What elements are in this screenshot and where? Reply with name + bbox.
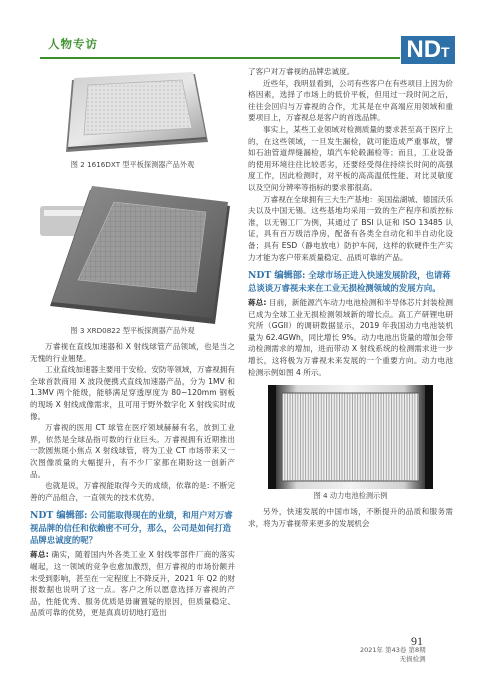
left-paragraph: 万睿视在直线加速器和 X 射线球管产品领域，也是当之无愧的行业翘楚。 (30, 342, 235, 363)
figure-2-caption: 图 2 1616DXT 型平板探测器产品外观 (70, 160, 195, 169)
editor-question-text: 全球市场正进入快速发展阶段，也请蒋总谈谈万睿视未来在工业无损检测领域的发展方向。 (248, 270, 451, 294)
header-rule (40, 57, 400, 59)
editor-lead: NDT 编辑部: (248, 270, 306, 282)
right-paragraph: 另外，快速发展的中国市场，不断提升的品质和服务需求，将为万睿视带来更多的发展机会 (248, 507, 453, 528)
figure-2 (30, 68, 235, 160)
left-paragraph: 万睿视的医用 CT 球管在医疗领域赫赫有名，放到工业界，依然是全球品指可数的行业巨头。万睿视拥有近期推出一款圆焦斑小焦点 X 射线球管，将为工业 CT 市场带来又一次图像质量的大幅提升，有不少厂家都在期盼这一创新产品。 (30, 423, 235, 479)
answer-text: 确实，随着国内外各类工业 X 射线零部件厂商的落实崛起，这一领域的竞争也愈加激烈，但万睿视的市场份额并未受到影响，甚至在一定程度上不降反升，2021 年 Q2 的财报数据也说明了这一点。客户之所以愿意选择万睿视的产品，性能优秀、服务优质是毋庸置疑的原因，但质量稳定、品质可靠的优势，更是真真切切地打造出 (30, 550, 236, 618)
editor-question-text: 公司能取得现在的业绩，和用户对万睿视品牌的信任和依赖密不可分，那么，公司是如何打造品牌忠诚度的呢？ (30, 510, 233, 546)
answer-paragraph (30, 549, 235, 619)
figure-4-caption: 图 4 动力电池检测示例 (313, 491, 388, 501)
logo-main: ND (406, 36, 442, 63)
answer-lead: 蒋总: (248, 298, 267, 308)
right-paragraph: 万睿视在全球拥有三大生产基地：美国盐湖城、德国沃乐夫以及中国无锡。这些基地均采用一致的生产程序和质控标准，以无锡工厂为例，其通过了 BSI 认证和 ISO 13485 认证，具有百万级洁净房，配备有各类全自动化和半自动化设备；具有 ESD（静电放电）防护车间，这样的软硬件生产实力才能为客户带来质量稳定、品质可靠的产品。 (248, 194, 453, 262)
logo-suffix: T (441, 44, 450, 60)
right-paragraph: 了客户对万睿视的品牌忠诚度。 (248, 67, 355, 76)
issue-line: 2021年 第43卷 第8期 (360, 646, 426, 654)
answer-text: 目前，新能源汽车动力电池检测和半导体芯片封装检测已成为全球工业无损检测领域新的增长点。高工产研锂电研究所（GGII）的调研数据显示，2019 年我国动力电池装机量为 62.4GWh，同比增长 9%。动力电池出货量的增加会带动检测需求的增加，进而带动 X 射线系统的检测需求进一步增长，这将极为万睿视未来发展的一个重要方向。动力电池检测示例如图 4 所示。 (248, 298, 453, 377)
journal-name: 无损检测 (399, 655, 426, 663)
left-body (30, 341, 235, 619)
editor-question (248, 269, 453, 294)
figure-3-image (30, 176, 235, 326)
right-paragraph: 事实上，某些工业领域对检测质量的要求甚至高于医疗上的，在这些领域，一旦发生漏检，就可能造成严重事故，譬如石油管道焊缝漏检，填汽车轮毂漏检等；而且，工业设备的使用环境往往比较恶劣，还要经受得住持续长时间的高强度工作，因此检测时，对平板的高高温低性能、对比灵敏度以及空间分辨率等指标的要求都很高。 (248, 124, 453, 192)
figure-2-image (30, 68, 235, 160)
left-column (30, 68, 235, 619)
section-title: 人物专访 (48, 37, 98, 51)
answer-lead: 蒋总: (30, 550, 49, 560)
figure-3 (30, 176, 235, 326)
page-header (0, 0, 480, 63)
journal-issue (360, 646, 426, 664)
editor-question (30, 509, 235, 546)
left-paragraph: 也就是说，万睿视能取得今天的成绩，依靠的是: 不断完善的产品组合，一直领先的技术优势。 (30, 481, 235, 502)
left-paragraph: 工业直线加速器主要用于安检、安防等领域，万睿视拥有全球首款商用 X 波段便携式直线加速器产品，分为 1MV 和 1.3MV 两个能级，能够满足穿透厚度为 80~120mm 钢板的现场 X 射线成像需求，且可用于野外数字化 X 射线实时成像。 (30, 365, 235, 421)
right-column (248, 66, 453, 529)
figure-3-caption: 图 3 XRD0822 型平板探测器产品外观 (70, 326, 195, 335)
journal-logo (401, 36, 455, 64)
page-number: 91 (411, 634, 423, 648)
right-paragraph: 近些年，我明显看到，公司有些客户在有些项目上因为价格因素，选择了市场上的低价平板，但用过一段时间之后，往往会回归与万睿视的合作，尤其是在中高端应用领域和重要项目上，万睿视总是客户的首选品牌。 (248, 78, 453, 123)
figure-4-image (248, 383, 453, 491)
answer-paragraph (248, 297, 453, 378)
figure-4 (248, 383, 453, 491)
editor-lead: NDT 编辑部: (30, 510, 88, 522)
